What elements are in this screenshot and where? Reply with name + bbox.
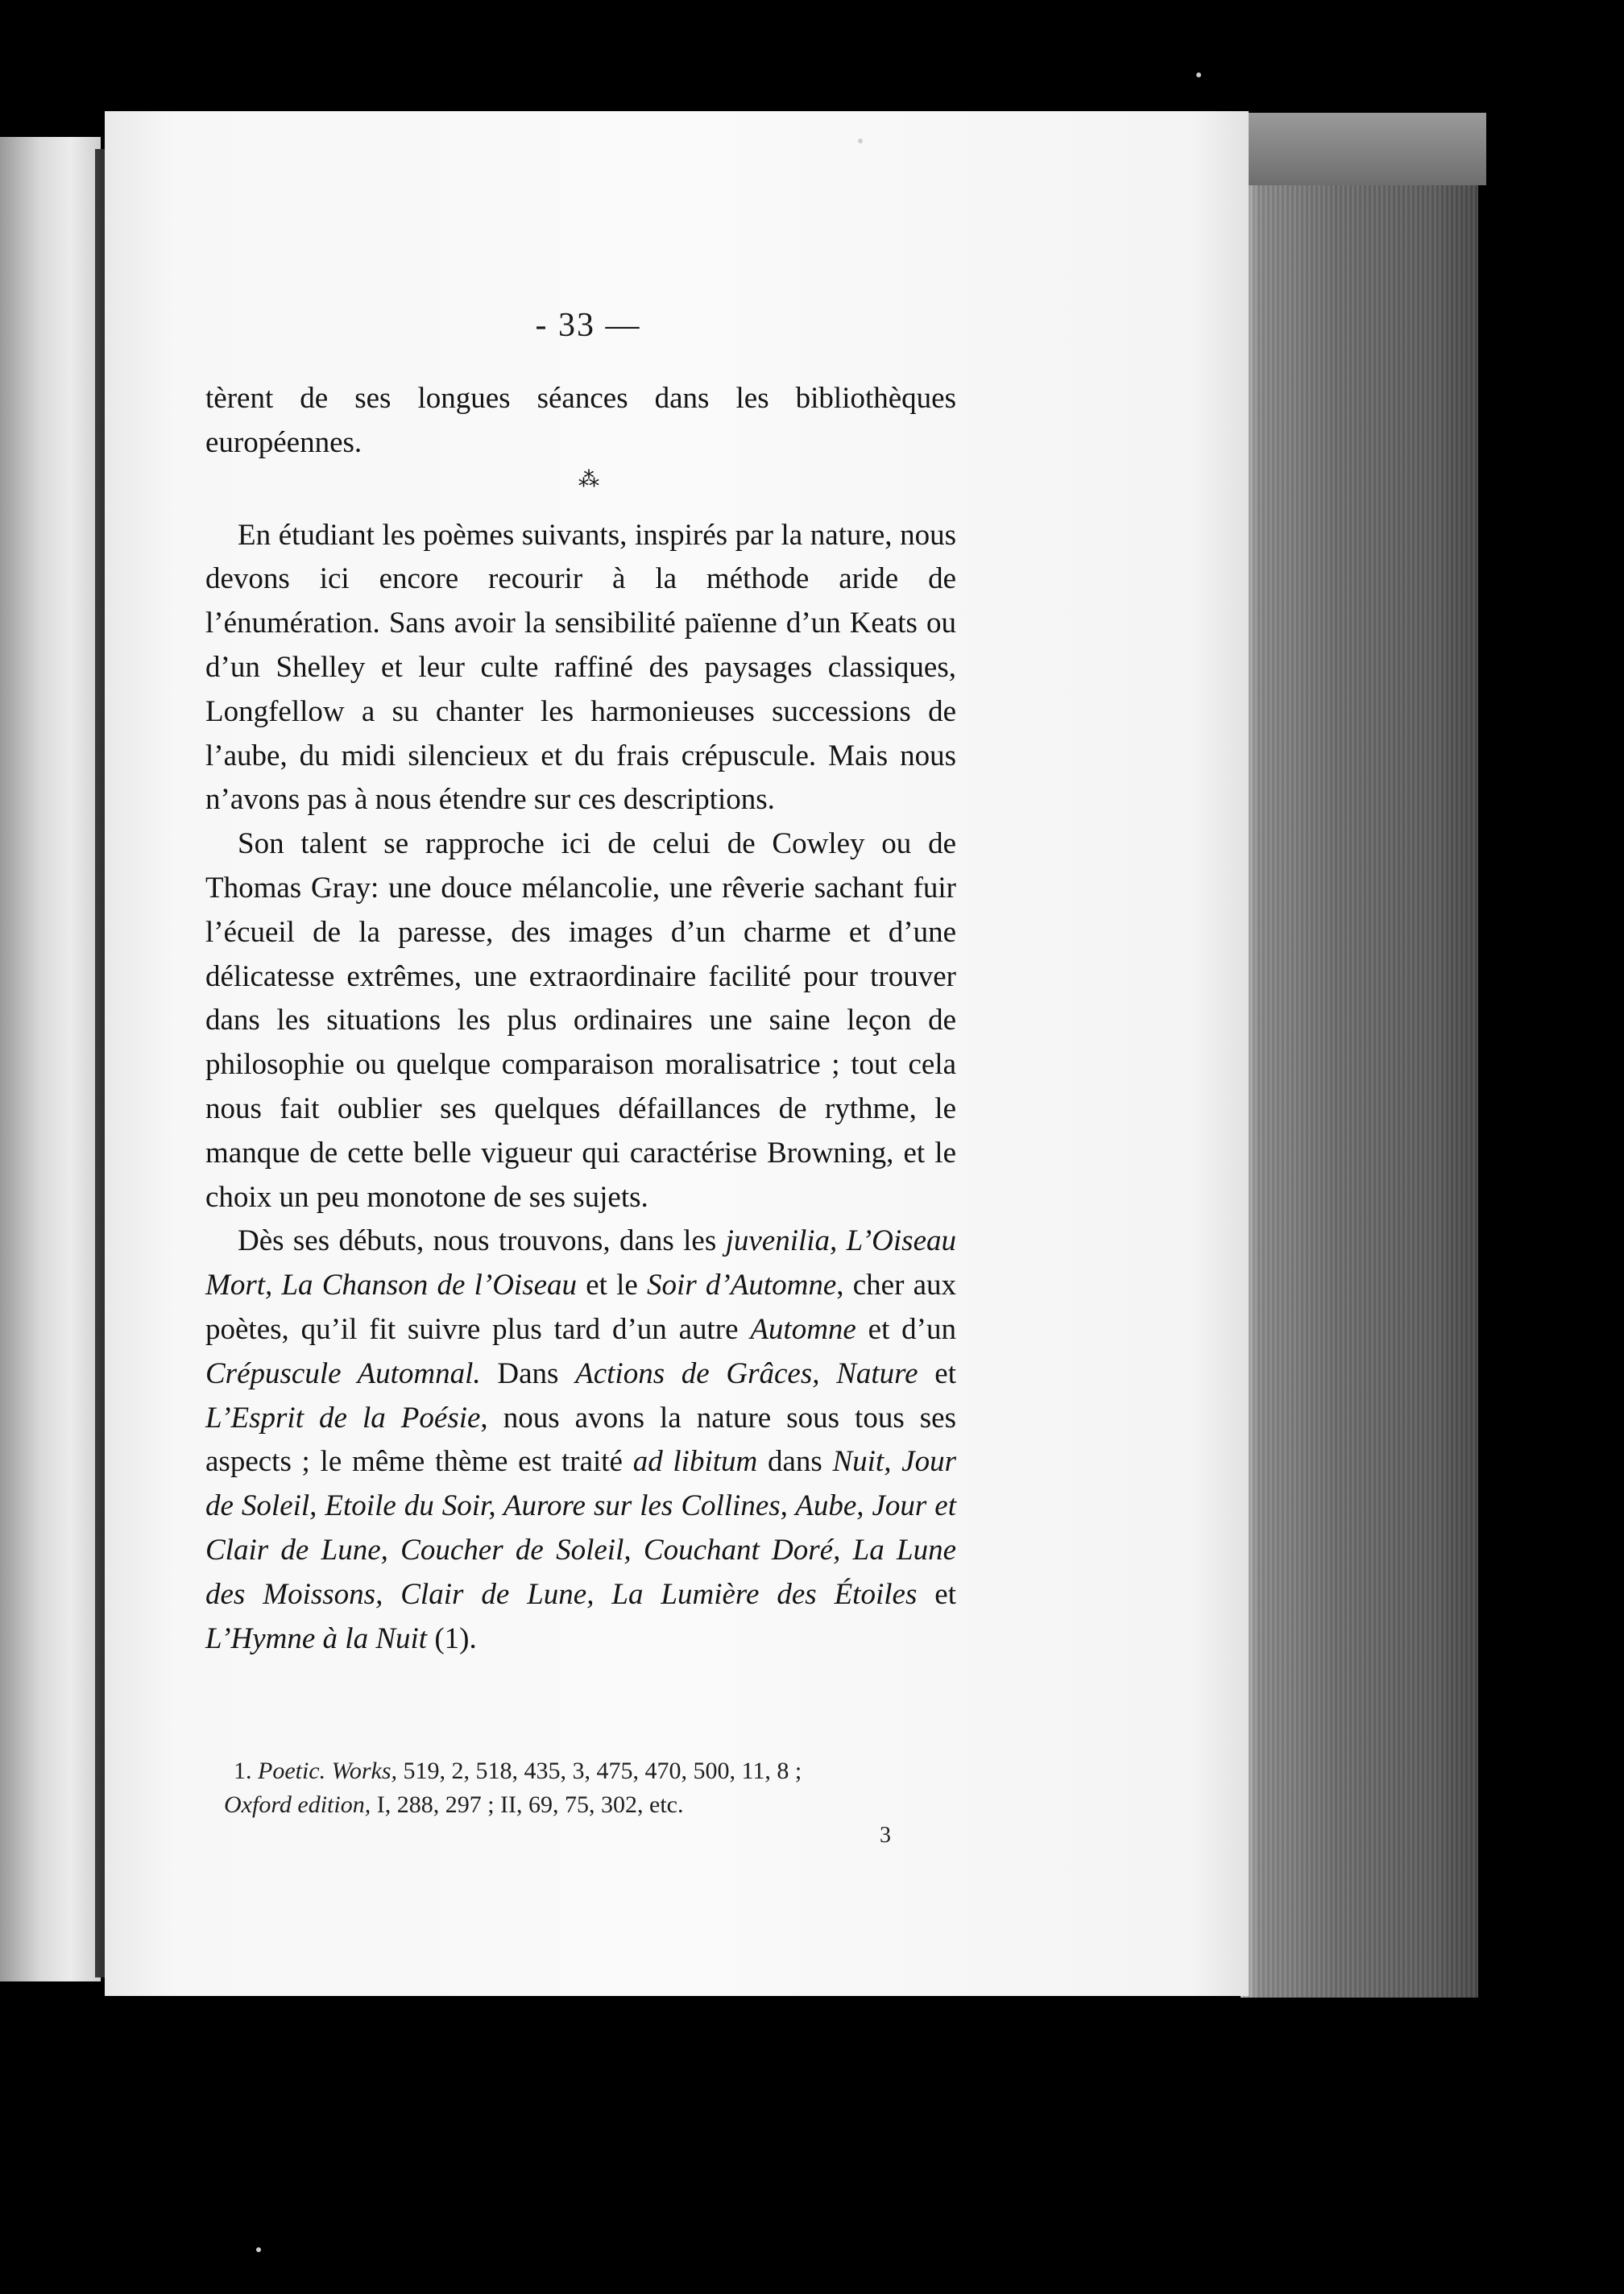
- paragraph-nature-poems: En étudiant les poèmes suivants, inspirés par la nature, nous devons ici encore recourir à la méthode aride de l’énumération. Sans avoir la sensibilité païenne d’un Keats ou d’un Shelley et leur culte raffiné des paysages classiques, Longfellow a su chanter les harmonieuses successions de l’aube, du midi silencieux et du frais crépuscule. Mais nous n’avons pas à nous étendre sur ces descriptions.: [205, 518, 956, 817]
- dust-speck: [1196, 72, 1201, 77]
- footnote-line-1: 1. Poetic. Works, 519, 2, 518, 435, 3, 475, 470, 500, 11, 8 ;: [234, 1758, 802, 1784]
- dust-speck: [256, 2247, 261, 2252]
- page-block-edge: [1241, 113, 1478, 1998]
- paragraph-debuts: Dès ses débuts, nous trouvons, dans les juvenilia, L’Oiseau Mort, La Chanson de l’Oiseau et le Soir d’Automne, cher aux poètes, qu’il fit suivre plus tard d’un autre Automne et d’un Crépuscule Automnal. Dans Actions de Grâces, Nature et L’Esprit de la Poésie, nous avons la nature sous tous ses aspects ; le même thème est traité ad libitum dans Nuit, Jour de Soleil, Etoile du Soir, Aurore sur les Collines, Aube, Jour et Clair de Lune, Coucher de Soleil, Couchant Doré, La Lune des Moissons, Clair de Lune, La Lumière des Étoiles et L’Hymne à la Nuit (1).: [205, 1224, 957, 1655]
- page-block-top: [1245, 113, 1486, 185]
- signature-mark: 3: [880, 1823, 891, 1848]
- footnote-line-2: Oxford edition, I, 288, 297 ; II, 69, 75, 302, etc.: [224, 1791, 684, 1818]
- paragraph-talent: Son talent se rapproche ici de celui de Cowley ou de Thomas Gray: une douce mélancolie, une rêverie sachant fuir l’écueil de la paresse, des images d’un charme et d’une délicatesse extrêmes, une extraordinaire facilité pour trouver dans les situations les plus ordinaires une saine leçon de philosophie ou quelque comparaison moralisatrice ; tout cela nous fait oublier ses quelques défaillances de rythme, le manque de cette belle vigueur qui caractérise Browning, et le choix un peu monotone de ses sujets.: [205, 827, 956, 1214]
- asterism-separator: ⁂: [578, 467, 599, 491]
- paragraph-continuation: tèrent de ses longues séances dans les bibliothèques européennes.: [205, 382, 956, 459]
- body-text: [205, 377, 956, 1661]
- footnote: [224, 1754, 987, 1822]
- dust-speck: [858, 139, 863, 143]
- page-number: - 33 —: [535, 307, 641, 344]
- previous-page-edge: [0, 137, 101, 1981]
